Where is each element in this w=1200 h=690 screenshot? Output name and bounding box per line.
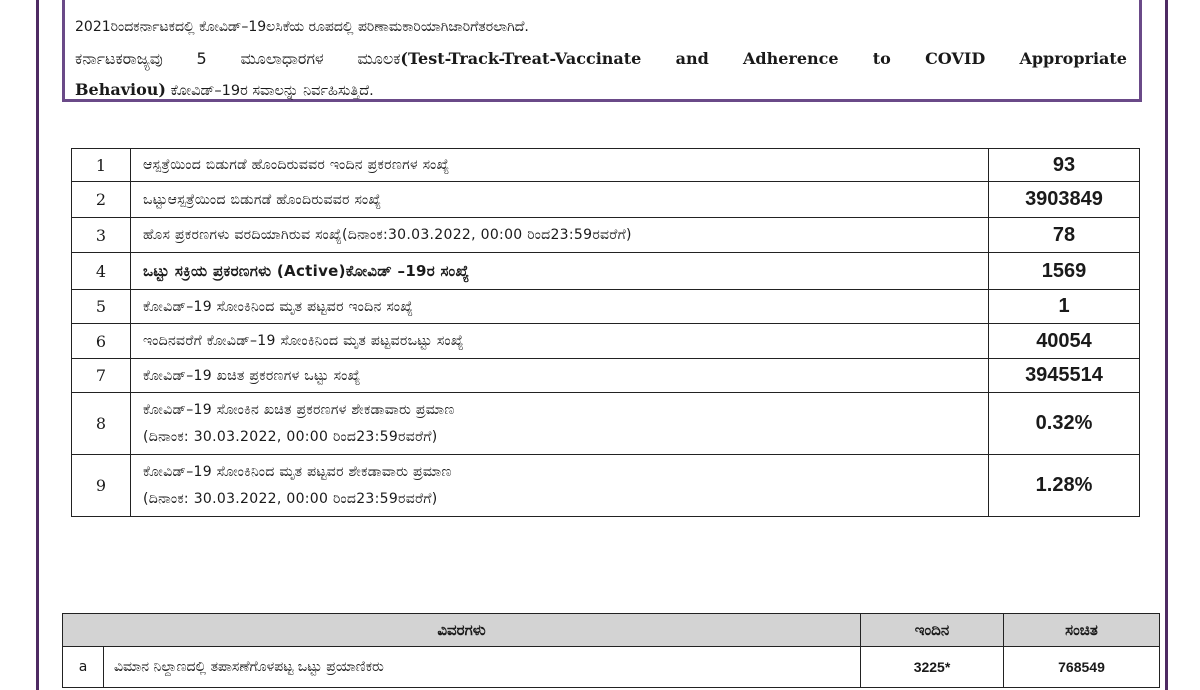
row-value: 1 (989, 290, 1140, 324)
row-description: ಕೋವಿಡ್–19 ಸೋಂಕಿನಿಂದ ಮೃತ ಪಟ್ಟವರ ಇಂದಿನ ಸಂಖ್ಯೆ (131, 290, 989, 324)
row-value: 1569 (989, 253, 1140, 290)
table-row (63, 647, 1160, 688)
row-value: 1.28% (989, 455, 1140, 517)
row-description-line-1: ಕೋವಿಡ್–19 ಸೋಂಕಿನ ಖಚಿತ ಪ್ರಕರಣಗಳ ಶೇಕಡಾವಾರು ಪ್ರಮಾಣ (143, 401, 455, 418)
row-description (131, 455, 989, 517)
row-value: 0.32% (989, 393, 1140, 455)
row-description (131, 393, 989, 455)
intro-line-1: 2021ರಿಂದಕರ್ನಾಟಕದಲ್ಲಿ ಕೋವಿಡ್–19ಲಸಿಕೆಯ ರೂಪದಲ್ಲಿ ಪರಿಣಾಮಕಾರಿಯಾಗಿಜಾರಿಗೆತರಲಾಗಿದೆ. (75, 19, 529, 35)
row-today-value: 3225* (861, 647, 1004, 688)
intro-line-2-kannada: ಕರ್ನಾಟಕರಾಜ್ಯವು 5 ಮೂಲಾಧಾರಗಳ ಮೂಲಕ (75, 49, 401, 68)
row-value: 78 (989, 218, 1140, 253)
header-today: ಇಂದಿನ (861, 614, 1004, 647)
row-description-line-2: (ದಿನಾಂಕ: 30.03.2022, 00:00 ರಿಂದ23:59ರವರೆಗೆ) (143, 428, 438, 445)
row-cumulative-value: 768549 (1004, 647, 1160, 688)
row-value: 3903849 (989, 182, 1140, 218)
table-row (72, 253, 1140, 290)
intro-line-3-kannada: ಕೋವಿಡ್–19ರ ಸವಾಲನ್ನು ನಿರ್ವಹಿಸುತ್ತಿದೆ. (170, 83, 374, 99)
row-description-line-2: (ದಿನಾಂಕ: 30.03.2022, 00:00 ರಿಂದ23:59ರವರೆಗೆ) (143, 490, 438, 507)
row-description: ಒಟ್ಟುಆಸ್ಪತ್ರೆಯಿಂದ ಬಿಡುಗಡೆ ಹೊಂದಿರುವವರ ಸಂಖ್ಯೆ (131, 182, 989, 218)
intro-line-3-english: Behaviou) (75, 80, 166, 99)
row-value: 40054 (989, 324, 1140, 359)
table-row (72, 393, 1140, 455)
table-row (72, 359, 1140, 393)
table-row (72, 455, 1140, 517)
details-table (62, 613, 1160, 688)
row-number: 9 (72, 455, 131, 517)
covid-stats-table (71, 148, 1140, 517)
row-value: 93 (989, 149, 1140, 182)
intro-line-3 (75, 74, 1127, 107)
table-row (72, 324, 1140, 359)
table-row (72, 149, 1140, 182)
row-number: 1 (72, 149, 131, 182)
row-number: 8 (72, 393, 131, 455)
row-description: ಇಂದಿನವರೆಗೆ ಕೋವಿಡ್–19 ಸೋಂಕಿನಿಂದ ಮೃತ ಪಟ್ಟವರಒಟ್ಟು ಸಂಖ್ಯೆ (131, 324, 989, 359)
row-description: ಒಟ್ಟು ಸಕ್ರಿಯ ಪ್ರಕರಣಗಳು (Active)ಕೋವಿಡ್ –19ರ ಸಂಖ್ಯೆ (131, 253, 989, 290)
table-row (72, 218, 1140, 253)
header-cumulative: ಸಂಚಿತ (1004, 614, 1160, 647)
row-description: ವಿಮಾನ ನಿಲ್ದಾಣದಲ್ಲಿ ತಪಾಸಣೆಗೊಳಪಟ್ಟ ಒಟ್ಟು ಪ್ರಯಾಣಿಕರು (104, 647, 861, 688)
header-details: ವಿವರಗಳು (63, 614, 861, 647)
row-number: 4 (72, 253, 131, 290)
intro-line-2 (75, 43, 1127, 74)
row-description-line-1: ಕೋವಿಡ್–19 ಸೋಂಕಿನಿಂದ ಮೃತ ಪಟ್ಟವರ ಶೇಕಡಾವಾರು ಪ್ರಮಾಣ (143, 463, 452, 480)
row-number: 7 (72, 359, 131, 393)
table-row (72, 182, 1140, 218)
row-description: ಕೋವಿಡ್–19 ಖಚಿತ ಪ್ರಕರಣಗಳ ಒಟ್ಟು ಸಂಖ್ಯೆ (131, 359, 989, 393)
row-number: 5 (72, 290, 131, 324)
row-description: ಹೊಸ ಪ್ರಕರಣಗಳು ವರದಿಯಾಗಿರುವ ಸಂಖ್ಯೆ(ದಿನಾಂಕ:30.03.2022, 00:00 ರಿಂದ23:59ರವರೆಗೆ) (131, 218, 989, 253)
intro-line-2-english: (Test-Track-Treat-Vaccinate and Adherence to COVID Appropriate (400, 49, 1127, 68)
row-description: ಆಸ್ಪತ್ರೆಯಿಂದ ಬಿಡುಗಡೆ ಹೊಂದಿರುವವರ ಇಂದಿನ ಪ್ರಕರಣಗಳ ಸಂಖ್ಯೆ (131, 149, 989, 182)
row-number: 6 (72, 324, 131, 359)
details-table-header (63, 614, 1160, 647)
row-number: a (63, 647, 104, 688)
row-value: 3945514 (989, 359, 1140, 393)
row-number: 3 (72, 218, 131, 253)
intro-box (62, 0, 1142, 102)
table-row (72, 290, 1140, 324)
row-number: 2 (72, 182, 131, 218)
